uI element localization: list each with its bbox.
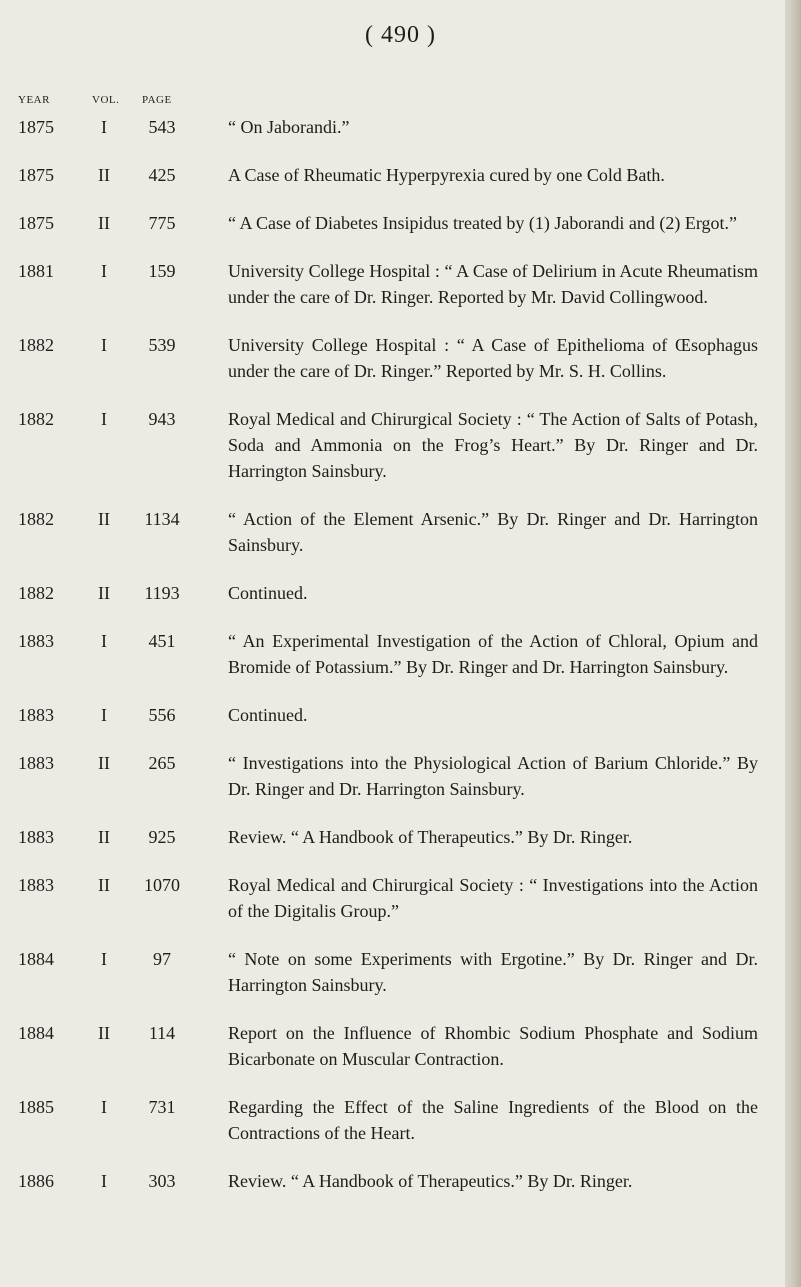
entry-year: 1882	[18, 583, 54, 603]
entry-page: 943	[148, 409, 176, 429]
entry-page: 97	[153, 949, 171, 969]
entry-year: 1875	[18, 213, 54, 233]
entry-volume: II	[98, 165, 110, 185]
entry-text: “ Investigations into the Physiological Action of Barium Chloride.” By Dr. Ringer and Dr. Harrington Sainsbury.	[228, 753, 758, 799]
entry-text: “ Action of the Element Arsenic.” By Dr. Ringer and Dr. Harrington Sainsbury.	[228, 509, 758, 555]
entry-page: 731	[148, 1097, 176, 1117]
entry-page: 556	[148, 705, 176, 725]
entry-year: 1883	[18, 631, 54, 651]
entry-year: 1884	[18, 1023, 54, 1043]
entry-text: Review. “ A Handbook of Therapeutics.” By Dr. Ringer.	[228, 827, 633, 847]
entry-year: 1882	[18, 335, 54, 355]
entry-volume: II	[98, 875, 110, 895]
entry-year: 1884	[18, 949, 54, 969]
entry-text: “ An Experimental Investigation of the Action of Chloral, Opium and Bromide of Potassium.” By Dr. Ringer and Dr. Harrington Sainsbury.	[228, 631, 758, 677]
entry-text: “ Note on some Experiments with Ergotine.” By Dr. Ringer and Dr. Harrington Sainsbury.	[228, 949, 758, 995]
entry-year: 1881	[18, 261, 54, 281]
entry-volume: II	[98, 509, 110, 529]
year-column-header: YEAR	[18, 94, 50, 106]
entry-text: Review. “ A Handbook of Therapeutics.” By Dr. Ringer.	[228, 1171, 633, 1191]
entry-text: Continued.	[228, 583, 308, 603]
entry-text: University College Hospital : “ A Case of Delirium in Acute Rheumatism under the care of Dr. Ringer. Reported by Mr. David Collingwood.	[228, 261, 758, 307]
entry-volume: I	[101, 631, 107, 651]
entry-year: 1885	[18, 1097, 54, 1117]
entry-year: 1882	[18, 409, 54, 429]
entry-volume: I	[101, 117, 107, 137]
entry-year: 1883	[18, 827, 54, 847]
entry-page: 303	[148, 1171, 176, 1191]
entry-year: 1875	[18, 117, 54, 137]
entry-text: “ A Case of Diabetes Insipidus treated by (1) Jaborandi and (2) Ergot.”	[228, 213, 738, 233]
entry-volume: I	[101, 409, 107, 429]
entry-year: 1882	[18, 509, 54, 529]
entry-volume: II	[98, 753, 110, 773]
entry-page: 425	[148, 165, 176, 185]
entry-text: Regarding the Effect of the Saline Ingredients of the Blood on the Contractions of the Heart.	[228, 1097, 758, 1143]
entry-page: 159	[148, 261, 176, 281]
entry-volume: II	[98, 827, 110, 847]
entry-year: 1886	[18, 1171, 54, 1191]
page-number: ( 490 )	[365, 22, 436, 48]
entry-volume: I	[101, 705, 107, 725]
page-column-header: PAGE	[142, 94, 172, 106]
entry-page: 451	[148, 631, 176, 651]
entry-volume: I	[101, 1097, 107, 1117]
entry-volume: I	[101, 335, 107, 355]
page-edge	[785, 0, 801, 1287]
entry-page: 925	[148, 827, 176, 847]
entry-page: 1193	[144, 583, 180, 603]
entry-year: 1883	[18, 705, 54, 725]
vol-column-header: VOL.	[92, 94, 120, 106]
entry-page: 1070	[144, 875, 180, 895]
entry-text: University College Hospital : “ A Case of Epithelioma of Œsophagus under the care of Dr. Ringer.” Reported by Mr. S. H. Collins.	[228, 335, 758, 381]
entry-page: 775	[148, 213, 176, 233]
entry-text: Continued.	[228, 705, 308, 725]
entry-volume: II	[98, 1023, 110, 1043]
entry-page: 543	[148, 117, 176, 137]
entry-text: Report on the Influence of Rhombic Sodium Phosphate and Sodium Bicarbonate on Muscular Contraction.	[228, 1023, 758, 1069]
entry-volume: I	[101, 949, 107, 969]
column-headers	[0, 94, 801, 108]
entry-year: 1875	[18, 165, 54, 185]
entry-text: “ On Jaborandi.”	[228, 117, 350, 137]
entry-volume: I	[101, 261, 107, 281]
entry-text: Royal Medical and Chirurgical Society : “ The Action of Salts of Potash, Soda and Ammonia on the Frog’s Heart.” By Dr. Ringer and Dr. Harrington Sainsbury.	[228, 409, 758, 481]
entry-text: A Case of Rheumatic Hyperpyrexia cured by one Cold Bath.	[228, 165, 665, 185]
entry-volume: II	[98, 213, 110, 233]
entry-volume: II	[98, 583, 110, 603]
entry-year: 1883	[18, 875, 54, 895]
entry-page: 1134	[144, 509, 180, 529]
entry-text: Royal Medical and Chirurgical Society : “ Investigations into the Action of the Digitalis Group.”	[228, 875, 758, 921]
entry-page: 265	[148, 753, 176, 773]
entry-page: 114	[148, 1023, 176, 1043]
entry-year: 1883	[18, 753, 54, 773]
entry-page: 539	[148, 335, 176, 355]
entry-volume: I	[101, 1171, 107, 1191]
